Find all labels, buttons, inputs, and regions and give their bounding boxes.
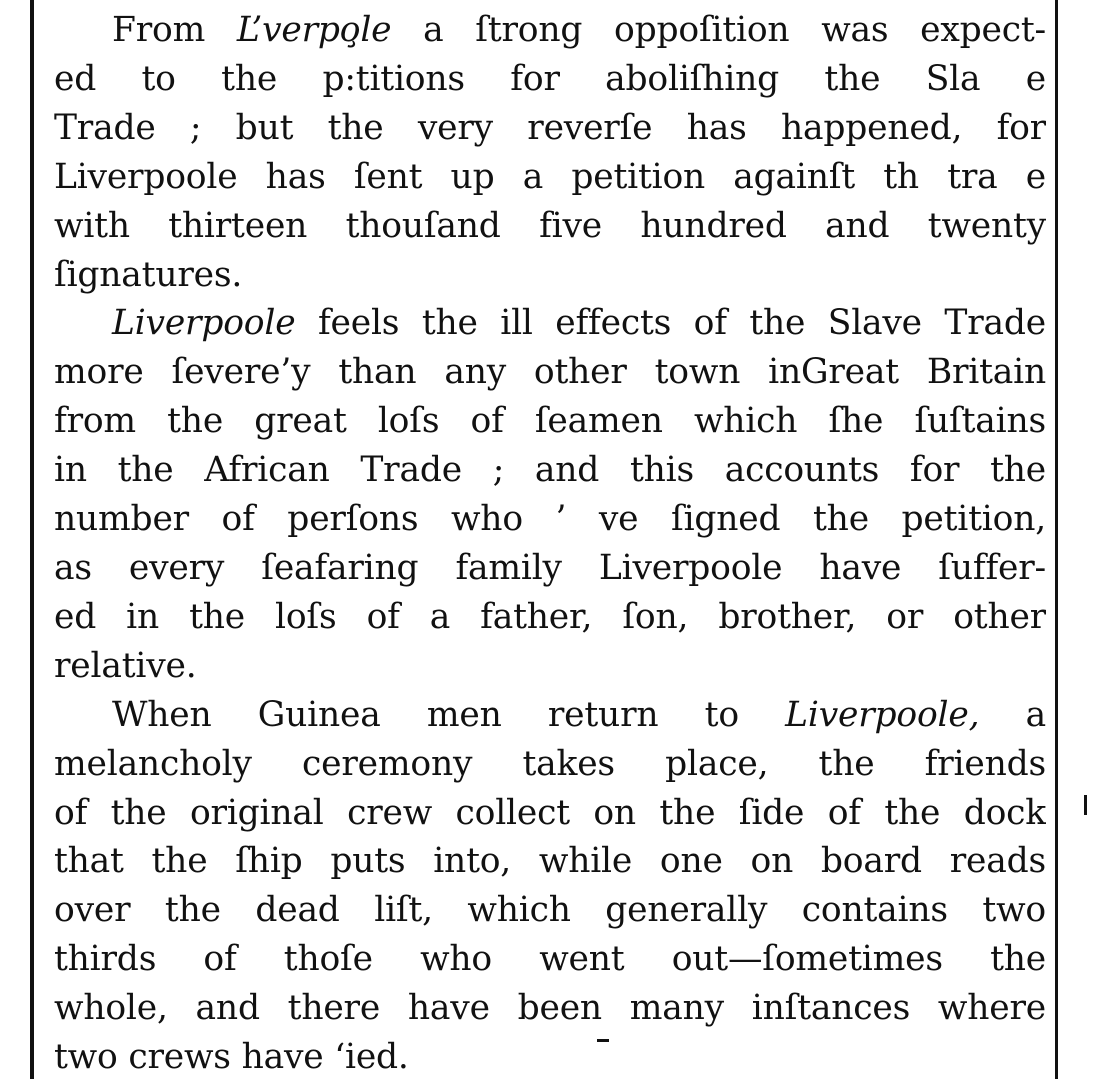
article-column [54,6,1046,1082]
text-run: a [979,694,1046,735]
text-run: ed to the p:titions for aboliſhing the Sla e [54,58,1046,99]
text-line [54,153,1046,202]
text-run: in the African Trade ; and this accounts for the [54,450,1046,491]
text-run: a ſtrong oppoſition was expect- [391,10,1046,50]
paragraph-liverpool-petition [54,6,1046,299]
text-line [54,104,1046,153]
column-rule-right [1055,0,1058,1079]
text-run: From [112,10,237,50]
text-run: whole, and there have been many inſtances where [54,988,1046,1029]
text-run: as every ſeafaring family Liverpoole have ſuffer- [54,547,1046,588]
text-line [54,642,1046,691]
text-line [54,544,1046,593]
text-line [54,55,1046,104]
text-line [54,837,1046,886]
text-line [54,348,1046,397]
text-run: When Guinea men return to [112,694,786,735]
text-line [54,495,1046,544]
text-line [54,6,1046,55]
text-run: Liverpoole has ſent up a petition againſt th tra e [54,156,1046,197]
text-run: thirds of thoſe who went out—ſometimes the [54,939,1046,980]
text-run: two crews have ‘ied. [54,1037,409,1078]
text-line [54,593,1046,642]
text-run: feels the ill effects of the Slave Trade [295,303,1046,344]
italic-place-name: L’verpo̧le [236,10,392,50]
text-run: of the original crew collect on the ſide of the dock [54,792,1046,833]
text-line [54,886,1046,935]
text-run: melancholy ceremony takes place, the friends [54,743,1046,784]
text-line [54,397,1046,446]
text-run: number of perſons who ’ ve ſigned the petition, [54,499,1046,540]
text-run: ed in the loſs of a father, ſon, brother, or other [54,596,1046,637]
text-run: over the dead liſt, which generally contains two [54,890,1046,931]
text-line [54,984,1046,1033]
text-line [54,251,1046,300]
text-line [54,446,1046,495]
text-line [54,935,1046,984]
text-run: ſignatures. [54,254,243,295]
ink-speck [1084,795,1087,815]
text-line [54,691,1046,740]
italic-place-name: Liverpoole, [785,694,980,735]
text-run: Trade ; but the very reverſe has happened, for [54,107,1046,148]
paragraph-loss-of-seamen [54,299,1046,690]
text-line [54,202,1046,251]
text-line [54,789,1046,838]
text-run: relative. [54,645,197,686]
text-line [54,740,1046,789]
column-rule-left [30,0,34,1079]
text-run: from the great loſs of ſeamen which ſhe ſuſtains [54,401,1046,442]
paragraph-guinea-men-ceremony [54,691,1046,1082]
text-line [54,1033,1046,1082]
text-line [54,299,1046,348]
italic-place-name: Liverpoole [112,303,296,344]
text-run: that the ſhip puts into, while one on board reads [54,841,1046,882]
text-run: with thirteen thouſand five hundred and twenty [54,205,1046,246]
text-run: more ſevere’y than any other town inGreat Britain [54,352,1046,393]
